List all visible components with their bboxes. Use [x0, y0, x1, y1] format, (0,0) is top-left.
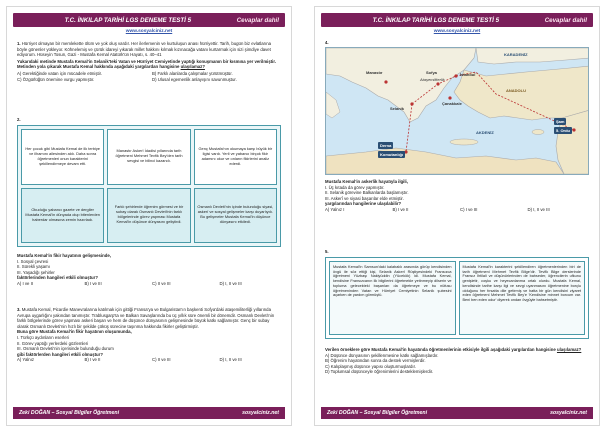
footer-site[interactable]: sosyalciniz.net	[242, 410, 279, 416]
info-cell: Okuduğu yabancı gazete ve dergiler Mustafa Kemal'in dünyada olup bitenlerden haberdar olmasına zemin hazırladı.	[21, 188, 104, 244]
option-d[interactable]: D) Ulusal egemenlik anlayışını savunmuştur.	[152, 76, 237, 82]
page-footer	[13, 407, 285, 419]
option-b[interactable]: B) Farklı alanlarda çalışmalar yürütmüştür.	[152, 70, 233, 76]
question-5-box	[325, 257, 589, 339]
map-label-istanbul: İstanbul	[460, 72, 476, 77]
question-prompt: Mustafa Kemal'in askerlik hayatıyla ilgili,	[325, 179, 408, 184]
question-number: 3.	[17, 307, 21, 312]
site-link[interactable]: www.sosyalciniz.net	[433, 29, 481, 34]
answer-options	[325, 207, 589, 213]
option-a[interactable]: A) Yalnız I	[325, 206, 345, 212]
option-d[interactable]: D) I, II ve III	[219, 357, 242, 363]
map-label-canakkale: Çanakkale	[442, 101, 462, 106]
footer-author: Zeki DOĞAN – Sosyal Bilgiler Öğretmeni	[327, 410, 428, 416]
statement-1: I. Sosyal çevresi	[17, 258, 49, 264]
left-page	[6, 6, 292, 426]
question-4-number	[325, 40, 589, 46]
header-subtitle: Cevaplar dahil	[236, 16, 279, 24]
question-3	[17, 307, 281, 363]
question-prompt: Buna göre Mustafa Kemal'in fikir hayatının oluşumunda,	[17, 329, 132, 335]
map-label-derna: Derna	[380, 143, 392, 148]
question-number: 1.	[17, 41, 21, 46]
statement-3: III. Askerî ve siyasi başarılar elde etmiştir.	[325, 195, 404, 201]
option-b[interactable]: B) I ve II	[84, 357, 101, 363]
page-header	[13, 13, 285, 27]
option-b[interactable]: B) I ve II	[392, 206, 409, 212]
question-prompt-tail: ulaşılamaz?	[180, 64, 205, 70]
question-text: Hürriyet olmayan bir memlekette ölüm ve yok oluş vardır. Her ilerlemenin ve kurtuluşun anası hürriyettir. Tarih, bugün biz evlatlarına böyle gönenler yükleyor. Köhnelemiş ve çürük idareyi yıkarak millet hakkını kılmak kızınacağa vatanı kurtarmak için sizi şimdiye davet ediyorum. Hüseyin Tosun, Gazi - Mustafa Kemal Atatürk'ün Hayatı, s. 40–41	[17, 41, 272, 58]
statement-3: III. Osmanlı Devleti'nin içerisinde bulunduğu durum	[17, 346, 114, 352]
page-header	[321, 13, 593, 27]
info-cell: Farklı şehirlerde öğrenim görmesi ve bir subay olarak Osmanlı Devleti'nin farklı bölgelerinde görev yapması Mustafa Kemal'in düşünce dünyasını geliştirdi.	[107, 188, 190, 244]
option-b[interactable]: B) I ve III	[84, 280, 102, 286]
info-cell: Genç Mustafa'nın okumaya karşı büyük bir ilgisi vardı. Yerli ve yabancı birçok fikir adamını okur ve onların fikirlerini analiz ederdi.	[194, 129, 277, 185]
question-4	[325, 179, 589, 213]
footer-site[interactable]: sosyalciniz.net	[550, 410, 587, 416]
question-text: Mustafa Kemal, Picardie Manevralarına katılmak için gittiği Fransa'ya ve Bulgaristan'ın başkenti Sofya'daki ataşemiliterliği yıllarında Avrupa uygarlığını yakından tanımıştır. Trablusgarp'ta ve Balkan Savaşlarında bu üç yıllık süre önemli bir dönemdir. Osmanlı Devleti'nin farklı bölgelerinde görev yapması askeri başarı ve hem de düşünce dünyasının gelişmesinde büyük katkı sağlamıştır. Genç bir subay olarak Osmanlı Devleti'nin hızlı bir şekilde çöküş sürecine taşınma hakkında fikirler geliştirmiştir.	[17, 307, 275, 329]
question-5	[325, 347, 589, 375]
header-subtitle: Cevaplar dahil	[544, 16, 587, 24]
option-d[interactable]: D) I, II ve III	[527, 206, 550, 212]
text-column-right: Mustafa Kemal'in karakterini şekillendiren öğretmenlerinden biri de tarih öğretmeni Mehmet Tevfik Bilge'dir. Tevfik Bilge derslerinde Fransız İhtilali ve düşünürlerinden de bahseder, öğrencilerin ufkunu genişletir, coşku ve heyecanlanma ortak olurdu. Mustafa Kemal, kendisinde tarihe karşı ilgi ve sevgi uyanmasını öğretmenine borçlu olduğunu her fırsatta dile getirmiş ve hatta bir gün kendisini ziyaret eden öğretmeni Mehmet Tevfik Bey'e 'Kendisine minnet borcum var. Beni ben eden odur' diyerek ondan övgüyle bahsetmiştir.	[459, 261, 586, 335]
answer-options	[325, 353, 589, 375]
header-title: T.C. İNKILAP TARİHİ LGS DENEME TESTİ 5	[64, 16, 192, 24]
footer-author: Zeki DOĞAN – Sosyal Bilgiler Öğretmeni	[19, 410, 120, 416]
map-label-anadolu: ANADOLU	[506, 88, 526, 93]
map-label-derna-note: Komutanlığı	[380, 152, 404, 157]
option-c[interactable]: C) II ve III	[152, 280, 171, 286]
map-label-sam-note: 5. Ordu	[556, 128, 571, 133]
option-a[interactable]: A) Yalnız	[17, 357, 35, 363]
statement-2: II. Görev yaptığı yerlerdeki gözlemleri	[17, 340, 89, 346]
map-label-sofya: Sofya	[426, 70, 437, 75]
question-number: 2.	[17, 117, 21, 122]
map-label-sam: Şam	[556, 119, 565, 124]
option-a[interactable]: A) Düşünce dünyasının şekillenmesine katkı sağlamışlardır.	[325, 352, 439, 358]
map-label-selanik: Selanik	[390, 106, 405, 111]
map-land	[326, 48, 589, 174]
option-a[interactable]: A) Gerektiğinde vatan için mücadele etmiştir.	[17, 70, 103, 76]
option-c[interactable]: C) I ve III	[460, 206, 478, 212]
option-b[interactable]: B) Öğrenim hayatından sonra da destek vermişlerdir.	[325, 358, 426, 364]
map-label-akdeniz: AKDENİZ	[476, 130, 494, 135]
question-number: 4.	[325, 40, 329, 45]
option-a[interactable]: A) I ve II	[17, 280, 33, 286]
question-2-number	[17, 117, 281, 123]
statement-1: I. Üç kıtada da görev yapmıştır.	[325, 184, 385, 190]
info-cell: Her çocuk gibi Mustafa Kemal de ilk terbiye ve ilhamını ailesinden aldı. Daha sonra öğretmenleri onun karakterini şekillendirmeye devam etti.	[21, 129, 104, 185]
question-5-number	[325, 249, 589, 255]
question-prompt-tail: ulaşılamaz?	[556, 347, 582, 352]
question-prompt-2: yargılarından hangilerine ulaşılabilir?	[325, 201, 402, 207]
map-label-karadeniz: KARADENİZ	[504, 52, 528, 57]
question-prompt: Mustafa Kemal'in fikir hayatının gelişmesinde,	[17, 253, 111, 258]
option-d[interactable]: D) I, II ve III	[219, 280, 242, 286]
answer-options	[17, 357, 281, 363]
header-title: T.C. İNKILAP TARİHİ LGS DENEME TESTİ 5	[372, 16, 500, 24]
page-footer	[321, 407, 593, 419]
question-2	[17, 253, 281, 287]
map-label-manastir: Manastır	[366, 70, 383, 75]
statement-3: III. Yaşadığı şehirler	[17, 269, 55, 275]
statement-1: I. Türkçü aydınların eserleri	[17, 334, 69, 340]
question-2-table	[17, 125, 281, 247]
text-column-left: Mustafa Kemal'in Samsun'daki kalabalık arasında görüp kendisinden övgü ile söz ettiği kişi, Selanik Askerî Rüştiyesindeki Fransızca öğretmeni Yüzbaşı Nakiyüddin (Yücekök) idi. Mustafa Kemal, kendisine Fransızcanın ilk bilgilerini öğretmekle yetinmeyip dilserin ve topluma gelecekteki başarıları da öğretmeye ve bu nüfusu öğretmeninden Vatan ve Hürriyet Cemiyetinin Selanik şubesini açarken de yardım görmüştü.	[329, 261, 456, 335]
question-prompt: Yukarıdaki metinde Mustafa Kemal'in Selanik'teki Vatan ve Hürriyet Cemiyetinde yaptığı konuşmanın bir kısmına yer verilmiştir. Metinden yola çıkarak Mustafa Kemal hakkında aşağıdaki yargılardan hangisine	[17, 58, 276, 70]
question-prompt-2: gibi faktörlerden hangileri etkili olmuştur?	[17, 351, 103, 357]
statement-2: II. Selanik görevine Balkanlarda başlamıştır.	[325, 190, 409, 196]
option-c[interactable]: C) II ve III	[152, 357, 171, 363]
option-c[interactable]: C) Özgürlüğün önemine vurgu yapmıştır.	[17, 76, 95, 82]
question-1	[17, 41, 281, 82]
question-prompt: Verilen örneklere göre Mustafa Kemal'in hayatında öğretmenlerinin etkisiyle ilgili aşağıdaki yargılardan hangisine	[325, 347, 556, 352]
option-d[interactable]: D) Toplumsal düşünceyle öğrenimlerini desteklemişlerdir.	[325, 369, 434, 375]
question-prompt-2: faktörlerinden hangileri etkili olmuştur?	[17, 275, 98, 281]
site-link[interactable]: www.sosyalciniz.net	[125, 29, 173, 34]
info-cell: Manastır Askerî İdadisi yıllarında tarih öğretmeni Mehmet Tevfik Bey'den tarih sevgisi ve bilinci kazandı.	[107, 129, 190, 185]
option-c[interactable]: C) Kalıplaşmış düşünce yapısı oluşturmuşlardır.	[325, 363, 416, 369]
map-figure	[325, 47, 589, 175]
right-page	[314, 6, 600, 426]
question-number: 5.	[325, 249, 329, 254]
map-label-sofya-note: Ataşemiliterlik	[420, 77, 445, 82]
info-cell: Osmanlı Devleti'nin içinde bulunduğu siyasi, askerî ve sosyal gelişmeler karşı duyarlıydı. Bu gelişmeler Mustafa Kemal'in düşünce dünyasını etkiledi.	[194, 188, 277, 244]
answer-options	[17, 281, 281, 287]
answer-options	[17, 71, 281, 82]
statement-2: II. Sürekli yaşamı	[17, 264, 50, 270]
